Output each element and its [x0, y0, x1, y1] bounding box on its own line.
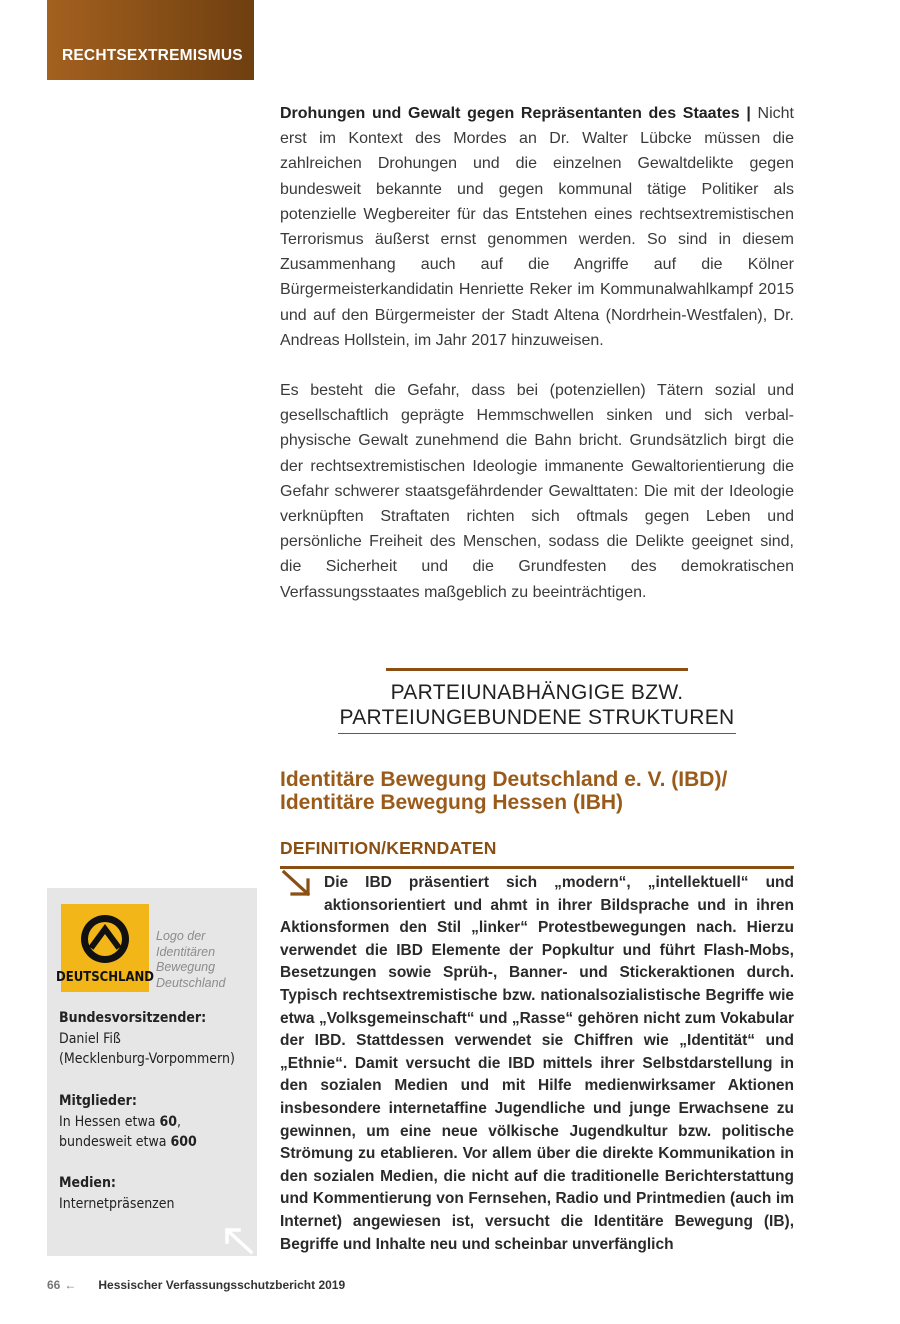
section-rule-bottom — [338, 733, 736, 734]
logo-text: DEUTSCHLAND — [56, 970, 154, 985]
section-tag — [47, 0, 254, 80]
intro-paragraph-1 — [280, 101, 794, 353]
leader-block — [59, 1008, 249, 1070]
members-federal-prefix: bundesweit etwa — [59, 1134, 171, 1150]
section-heading — [280, 668, 794, 734]
leader-name: Daniel Fiß — [59, 1030, 121, 1047]
section-title — [280, 680, 794, 730]
intro-paragraph-1-text: Nicht erst im Kontext des Mordes an Dr. Walter Lübcke müssen die zahlreichen Drohungen und die einzelnen Gewaltdelikte gegen bundesweit bekannte und gegen kommunal tätige Politiker als potenzielle Wegbereiter für das Entstehen eines rechtsextremistischen Terrorismus äußerst ernst genommen werden. So sind in diesem Zusammenhang auch auf die Angriffe auf die Kölner Bürgermeisterkandidatin Henriette Reker im Kommunalwahlkampf 2015 und auf den Bürgermeister der Stadt Altena (Nordrhein-Westfalen), Dr. Andreas Hollstein, im Jahr 2017 hinzuweisen. — [280, 105, 794, 349]
section-title-line-1: PARTEIUNABHÄNGIGE BZW. — [390, 681, 684, 704]
logo-caption: Logo der Identitären Bewegung Deutschland — [156, 929, 226, 990]
leader-region: (Mecklenburg-Vorpommern) — [59, 1051, 235, 1067]
lambda-icon — [56, 904, 154, 992]
members-hessen-suffix: , — [177, 1113, 182, 1130]
organization-title — [280, 768, 800, 814]
section-tag-label: RECHTSEXTREMISMUS — [62, 47, 243, 64]
members-hessen-prefix: In Hessen etwa — [59, 1113, 160, 1130]
ib-logo — [56, 904, 154, 992]
page-footer — [47, 1278, 345, 1292]
definition-rule — [280, 866, 794, 869]
media-block — [59, 1173, 249, 1214]
members-label: Mitglieder: — [59, 1093, 137, 1109]
organization-title-line-2: Identitäre Bewegung Hessen (IBH) — [280, 791, 624, 814]
intro-lead: Drohungen und Gewalt gegen Repräsentanten des Staates | — [280, 105, 751, 122]
members-federal-value: 600 — [170, 1134, 197, 1150]
leader-label: Bundesvorsitzender: — [59, 1010, 207, 1026]
report-title: Hessischer Verfassungsschutzbericht 2019 — [98, 1278, 346, 1292]
fact-box — [47, 888, 257, 1256]
definition-heading: DEFINITION/KERNDATEN — [280, 838, 497, 858]
section-rule-top — [386, 668, 688, 671]
definition-text: Die IBD präsentiert sich „modern“, „intellektuell“ und aktionsorientiert und ahmt in ihrer Bildsprache und in ihren Aktionsformen den Stil „linker“ Protestbewegungen nach. Hierzu verwendet die IBD Elemente der Popkultur und führt Flash-Mobs, Besetzungen sowie Sprüh-, Banner- und Stickeraktionen durch. Typisch rechtsextremistische bzw. nationalsozialistische Begriffe wie etwa „Volksgemeinschaft“ und „Rasse“ gehören nicht zum Vokabular der IBD. Stattdessen verwendet sie Chiffren wie „Identität“ und „Ethnie“. Damit versucht die IBD mittels ihrer Selbstdarstellung in den sozialen Medien und mit Hilfe medienwirksamer Aktionen insbesondere internetaffine Jugendliche und junge Erwachsene zu gewinnen, um eine neue völkische Jugendkultur bzw. politische Strömung zu etablieren. Vor allem über die direkte Kommunikation in den sozialen Medien, die nicht auf die traditionelle Berichterstattung und Kommentierung von Fernsehen, Radio und Printmedien (auch im Internet) angewiesen ist, versucht die Identitäre Bewegung (IB), Begriffe und Inhalte neu und scheinbar unverfänglich — [280, 874, 794, 1253]
arrow-up-left-icon — [221, 1224, 257, 1256]
intro-paragraph-2: Es besteht die Gefahr, dass bei (potenziellen) Tätern sozial und gesellschaftlich geprägte Hemmschwellen sinken und sich verbal-physische Gewalt zunehmend die Bahn bricht. Grundsätzlich birgt die der rechtsextremistischen Ideologie immanente Gewaltorientierung die Gefahr schwerer staatsgefährdender Gewalttaten: Die mit der Ideologie verknüpften Straftaten richten sich oftmals gegen Leben und persönliche Freiheit des Menschen, sodass die Delikte geeignet sind, die Sicherheit und die Grundfesten des demokratischen Verfassungsstaates maßgeblich zu beeinträchtigen. — [280, 382, 794, 601]
members-hessen-value: 60 — [159, 1113, 178, 1130]
media-label: Medien: — [59, 1175, 116, 1191]
members-block — [59, 1091, 249, 1153]
section-title-line-2: PARTEIUNGEBUNDENE STRUKTUREN — [339, 706, 735, 729]
media-value: Internetpräsenzen — [59, 1195, 175, 1212]
back-arrow-icon[interactable]: ← — [64, 1278, 77, 1292]
page-number: 66 — [47, 1278, 61, 1292]
organization-title-line-1: Identitäre Bewegung Deutschland e. V. (IBD)/ — [280, 768, 728, 791]
